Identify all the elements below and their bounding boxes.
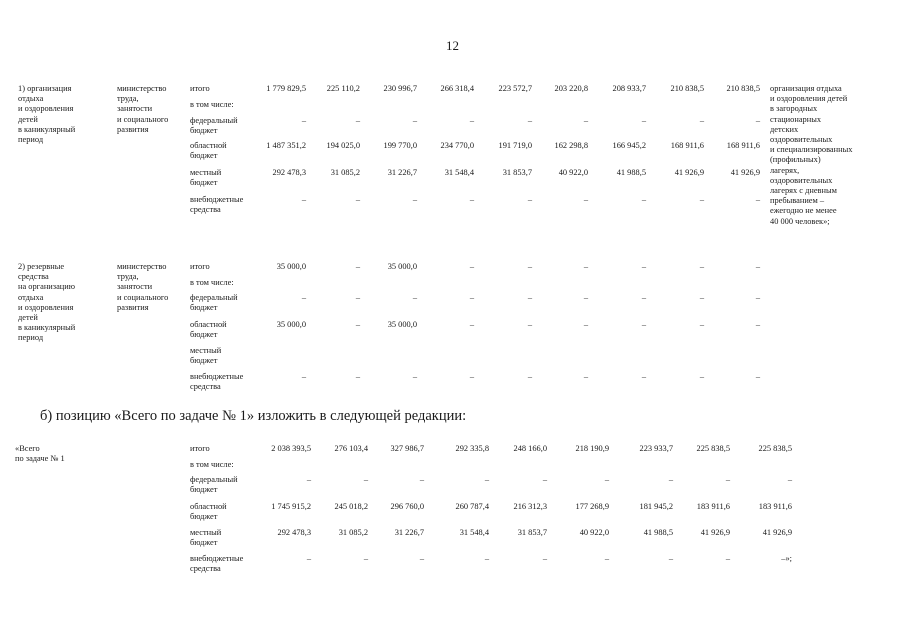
table-cell: – — [527, 320, 532, 329]
row-label: итого — [190, 444, 210, 453]
table-cell: – — [469, 262, 474, 271]
table-cell: 41 926,9 — [674, 168, 704, 177]
block2-ministry: министерство труда, занятости и социального развития — [117, 262, 169, 312]
table-cell: 292 478,3 — [272, 168, 306, 177]
table-cell: – — [699, 293, 704, 302]
page-number: 12 — [446, 38, 459, 53]
table-cell: 216 312,3 — [513, 502, 547, 511]
table-cell: – — [469, 320, 474, 329]
table-cell: 31 548,4 — [444, 168, 474, 177]
table-cell: – — [542, 554, 547, 563]
table-cell: 35 000,0 — [276, 320, 306, 329]
block1-ministry: министерство труда, занятости и социального развития — [117, 84, 169, 134]
table-cell: – — [699, 372, 704, 381]
table-cell: 183 911,6 — [696, 502, 730, 511]
table-cell: – — [755, 262, 760, 271]
table-cell: – — [419, 554, 424, 563]
table-cell: – — [641, 195, 646, 204]
table-cell: – — [419, 475, 424, 484]
block1-name: 1) организация отдыха и оздоровления детей в каникулярный период — [18, 84, 76, 145]
row-label: итого — [190, 262, 210, 271]
table-cell: 31 226,7 — [394, 528, 424, 537]
table-cell: 35 000,0 — [387, 262, 417, 271]
table-cell: – — [527, 116, 532, 125]
table-cell: – — [527, 262, 532, 271]
table-cell: 218 190,9 — [575, 444, 609, 453]
table-cell: 223 933,7 — [639, 444, 673, 453]
table-cell: 260 787,4 — [455, 502, 489, 511]
table-cell: – — [583, 195, 588, 204]
table-cell: – — [469, 293, 474, 302]
table-cell: 225 110,2 — [326, 84, 360, 93]
table-cell: 292 478,3 — [277, 528, 311, 537]
row-label: итого — [190, 84, 210, 93]
table-cell: 225 838,5 — [758, 444, 792, 453]
row-label: внебюджетные средства — [190, 195, 244, 215]
table-cell: – — [725, 554, 730, 563]
table-cell: 166 945,2 — [612, 141, 646, 150]
row-label: федеральный бюджет — [190, 116, 238, 136]
table-cell: – — [725, 475, 730, 484]
table-cell: 40 922,0 — [579, 528, 609, 537]
table-cell: 2 038 393,5 — [271, 444, 311, 453]
table-cell: – — [787, 475, 792, 484]
table-cell: – — [355, 195, 360, 204]
table-cell: – — [412, 293, 417, 302]
table-cell: 266 318,4 — [440, 84, 474, 93]
table-cell: 296 760,0 — [390, 502, 424, 511]
table-cell: – — [583, 293, 588, 302]
table-cell: 210 838,5 — [726, 84, 760, 93]
table-cell: 199 770,0 — [383, 141, 417, 150]
table-cell: 292 335,8 — [455, 444, 489, 453]
block2-name: 2) резервные средства на организацию отдыха и оздоровления детей в каникулярный период — [18, 262, 76, 343]
table-cell: – — [755, 195, 760, 204]
table-cell: 31 085,2 — [338, 528, 368, 537]
table-cell: – — [527, 372, 532, 381]
block3-name: «Всего по задаче № 1 — [15, 444, 65, 464]
table-cell: 35 000,0 — [276, 262, 306, 271]
table-cell: – — [755, 116, 760, 125]
row-label: в том числе: — [190, 100, 234, 109]
table-cell: 41 926,9 — [762, 528, 792, 537]
table-cell: – — [363, 554, 368, 563]
table-cell: – — [301, 116, 306, 125]
table-cell: 31 085,2 — [330, 168, 360, 177]
table-cell: – — [355, 320, 360, 329]
table-cell: – — [583, 372, 588, 381]
table-cell: – — [355, 372, 360, 381]
row-label: местный бюджет — [190, 528, 222, 548]
table-cell: – — [668, 554, 673, 563]
row-label: федеральный бюджет — [190, 293, 238, 313]
table-cell: – — [484, 475, 489, 484]
table-cell: 162 298,8 — [554, 141, 588, 150]
row-label: федеральный бюджет — [190, 475, 238, 495]
table-cell: 327 986,7 — [390, 444, 424, 453]
table-cell: 41 988,5 — [616, 168, 646, 177]
table-cell: – — [755, 293, 760, 302]
row-label: в том числе: — [190, 278, 234, 287]
table-cell: – — [583, 320, 588, 329]
table-cell: 230 996,7 — [383, 84, 417, 93]
table-cell: 1 745 915,2 — [271, 502, 311, 511]
row-label: местный бюджет — [190, 346, 222, 366]
table-cell: – — [412, 372, 417, 381]
table-cell: – — [355, 262, 360, 271]
row-label: внебюджетные средства — [190, 554, 244, 574]
table-cell: 234 770,0 — [440, 141, 474, 150]
table-cell: – — [301, 372, 306, 381]
table-cell: 177 268,9 — [575, 502, 609, 511]
table-cell: – — [604, 475, 609, 484]
table-cell: – — [604, 554, 609, 563]
table-cell: 225 838,5 — [696, 444, 730, 453]
table-cell: 31 548,4 — [459, 528, 489, 537]
row-label: областной бюджет — [190, 141, 227, 161]
table-cell: – — [755, 372, 760, 381]
table-cell: – — [469, 195, 474, 204]
table-cell: 168 911,6 — [726, 141, 760, 150]
table-cell: – — [469, 372, 474, 381]
table-cell: 203 220,8 — [554, 84, 588, 93]
table-cell: 1 779 829,5 — [266, 84, 306, 93]
table-cell: – — [355, 116, 360, 125]
table-cell: 31 853,7 — [517, 528, 547, 537]
table-cell: – — [641, 320, 646, 329]
section-heading: б) позицию «Всего по задаче № 1» изложить в следующей редакции: — [40, 408, 467, 424]
table-cell: – — [469, 116, 474, 125]
table-cell: – — [301, 293, 306, 302]
table-cell: 183 911,6 — [758, 502, 792, 511]
table-cell: – — [699, 320, 704, 329]
table-cell: – — [699, 195, 704, 204]
table-cell: – — [301, 195, 306, 204]
table-cell: – — [355, 293, 360, 302]
table-cell: – — [306, 475, 311, 484]
table-cell: – — [527, 293, 532, 302]
table-cell: 194 025,0 — [326, 141, 360, 150]
row-label: внебюджетные средства — [190, 372, 244, 392]
table-cell: 208 933,7 — [612, 84, 646, 93]
table-cell: 210 838,5 — [670, 84, 704, 93]
table-cell: – — [641, 372, 646, 381]
table-cell: 191 719,0 — [498, 141, 532, 150]
row-label: местный бюджет — [190, 168, 222, 188]
table-cell: – — [641, 116, 646, 125]
table-cell: – — [306, 554, 311, 563]
table-cell: – — [755, 320, 760, 329]
table-cell: 1 487 351,2 — [266, 141, 306, 150]
table-cell: – — [699, 116, 704, 125]
table-cell: – — [668, 475, 673, 484]
table-cell: 41 926,9 — [700, 528, 730, 537]
table-cell: – — [484, 554, 489, 563]
table-cell: 40 922,0 — [558, 168, 588, 177]
table-cell: – — [542, 475, 547, 484]
table-cell: 168 911,6 — [670, 141, 704, 150]
table-cell: 41 926,9 — [730, 168, 760, 177]
table-cell: – — [583, 262, 588, 271]
table-cell: – — [583, 116, 588, 125]
table-cell: – — [412, 195, 417, 204]
table-cell: 245 018,2 — [334, 502, 368, 511]
table-cell: 276 103,4 — [334, 444, 368, 453]
table-cell: 41 988,5 — [643, 528, 673, 537]
table-cell: – — [699, 262, 704, 271]
table-cell: 223 572,7 — [498, 84, 532, 93]
block1-result: организация отдыха и оздоровления детей в загородных стационарных детских оздоровительных и специализированных (профильных) лагерях, оздоровительных лагерях с дневным пребыванием – ежегодно не менее 40 000 человек»; — [770, 84, 853, 226]
table-cell: – — [363, 475, 368, 484]
table-cell: – — [527, 195, 532, 204]
table-cell: – — [641, 293, 646, 302]
table-cell: 181 945,2 — [639, 502, 673, 511]
row-label: областной бюджет — [190, 320, 227, 340]
table-cell: –»; — [781, 554, 792, 563]
table-cell: 248 166,0 — [513, 444, 547, 453]
table-cell: 35 000,0 — [387, 320, 417, 329]
row-label: в том числе: — [190, 460, 234, 469]
table-cell: 31 853,7 — [502, 168, 532, 177]
row-label: областной бюджет — [190, 502, 227, 522]
table-cell: 31 226,7 — [387, 168, 417, 177]
table-cell: – — [412, 116, 417, 125]
table-cell: – — [641, 262, 646, 271]
